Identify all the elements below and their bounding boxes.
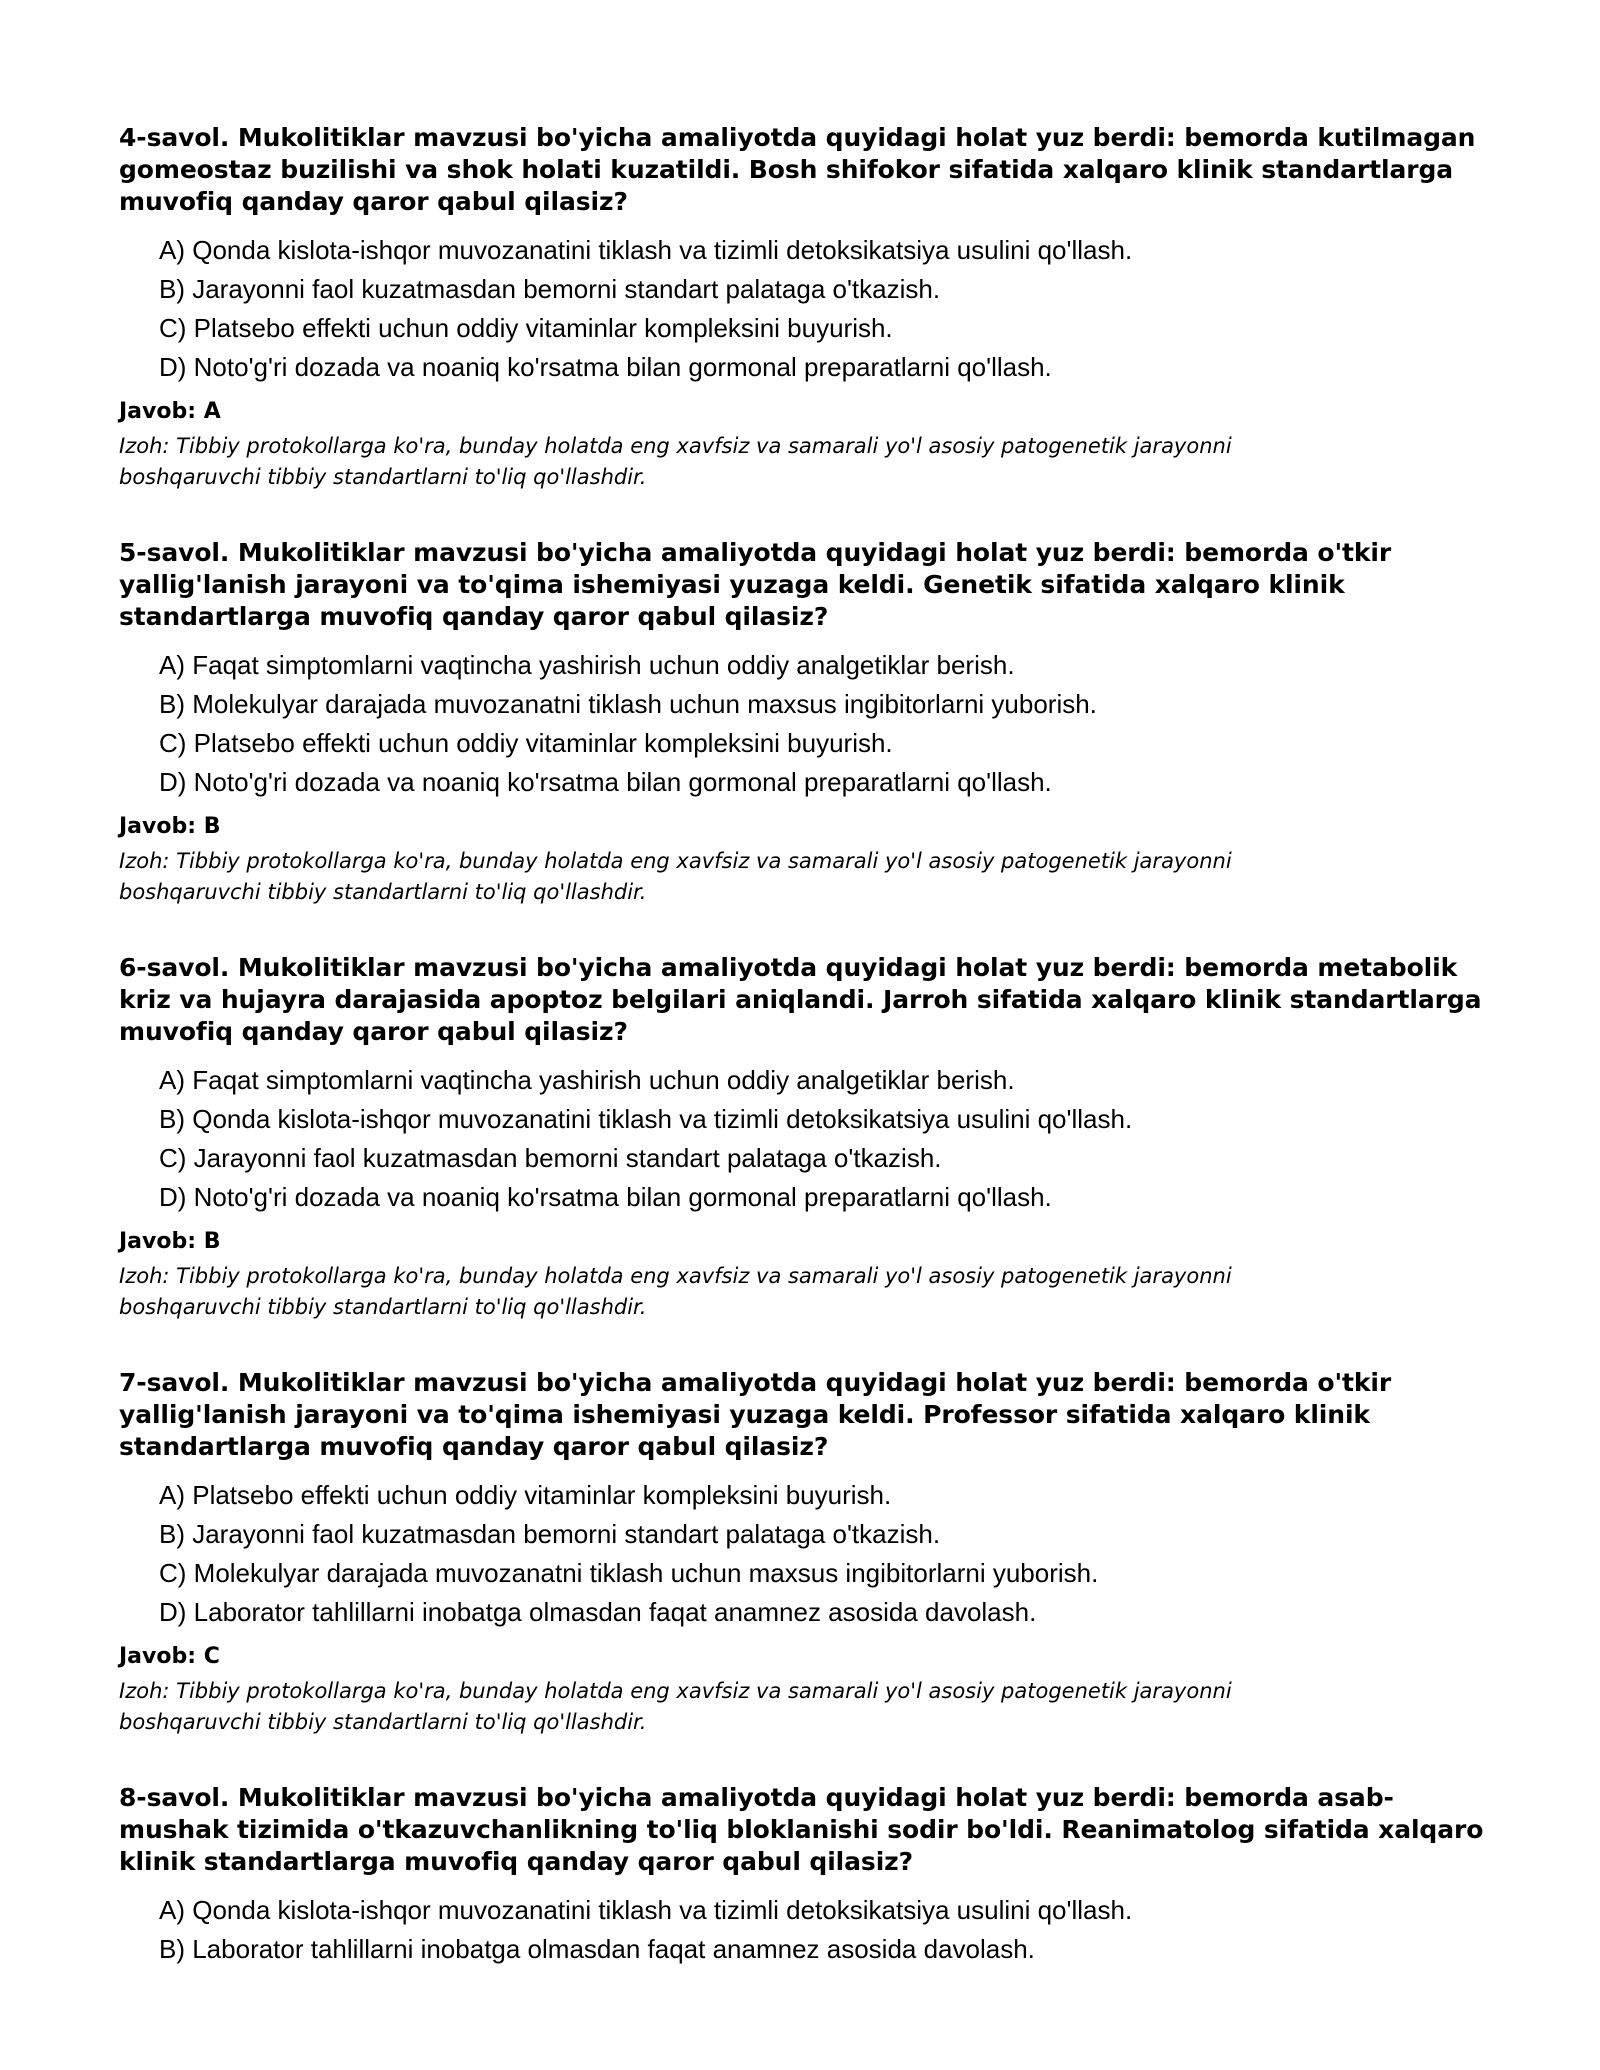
answer-label: Javob: A <box>119 399 221 424</box>
option-c: C) Molekulyar darajada muvozanatni tiklash uchun maxsus ingibitorlarni yuborish. <box>159 1558 1099 1588</box>
question-text: 6-savol. Mukolitiklar mavzusi bo'yicha amaliyotda quyidagi holat yuz berdi: bemorda metabolik kriz va hujayra darajasida apoptoz belgilari aniqlandi. Jarroh sifatida xalqaro klinik standartlarga muvofiq qanday qaror qabul qilasiz? <box>119 953 1482 1046</box>
option-b: B) Laborator tahlillarni inobatga olmasdan faqat anamnez asosida davolash. <box>159 1934 1035 1964</box>
option-b: B) Molekulyar darajada muvozanatni tiklash uchun maxsus ingibitorlarni yuborish. <box>159 689 1097 719</box>
question-block <box>119 122 1489 493</box>
answer-options <box>119 231 1489 387</box>
answer-label: Javob: B <box>119 814 221 839</box>
question-block <box>119 952 1489 1323</box>
answer-label: Javob: B <box>119 1229 221 1254</box>
answer-label: Javob: C <box>119 1644 220 1669</box>
question-block <box>119 1782 1489 1969</box>
option-a: A) Platsebo effekti uchun oddiy vitaminlar kompleksini buyurish. <box>159 1480 892 1510</box>
explanation-text: Izoh: Tibbiy protokollarga ko'ra, bunday holatda eng xavfsiz va samarali yo'l asosiy patogenetik jarayonni boshqaruvchi tibbiy standartlarni to'liq qo'llashdir. <box>119 434 1232 489</box>
explanation-text: Izoh: Tibbiy protokollarga ko'ra, bunday holatda eng xavfsiz va samarali yo'l asosiy patogenetik jarayonni boshqaruvchi tibbiy standartlarni to'liq qo'llashdir. <box>119 1264 1232 1319</box>
answer-options <box>119 1061 1489 1217</box>
option-d: D) Noto'g'ri dozada va noaniq ko'rsatma bilan gormonal preparatlarni qo'llash. <box>159 352 1052 382</box>
answer-options <box>119 1476 1489 1632</box>
question-text: 7-savol. Mukolitiklar mavzusi bo'yicha amaliyotda quyidagi holat yuz berdi: bemorda o'tkir yallig'lanish jarayoni va to'qima ishemiyasi yuzaga keldi. Professor sifatida xalqaro klinik standartlarga muvofiq qanday qaror qabul qilasiz? <box>119 1368 1392 1461</box>
answer-options <box>119 1891 1489 1969</box>
option-d: D) Noto'g'ri dozada va noaniq ko'rsatma bilan gormonal preparatlarni qo'llash. <box>159 767 1052 797</box>
document-page <box>119 122 1489 2013</box>
question-block <box>119 537 1489 908</box>
option-d: D) Laborator tahlillarni inobatga olmasdan faqat anamnez asosida davolash. <box>159 1597 1037 1627</box>
question-text: 8-savol. Mukolitiklar mavzusi bo'yicha amaliyotda quyidagi holat yuz berdi: bemorda asab-mushak tizimida o'tkazuvchanlikning to'liq bloklanishi sodir bo'ldi. Reanimatolog sifatida xalqaro klinik standartlarga muvofiq qanday qaror qabul qilasiz? <box>119 1783 1484 1876</box>
option-b: B) Jarayonni faol kuzatmasdan bemorni standart palataga o'tkazish. <box>159 274 941 304</box>
option-d: D) Noto'g'ri dozada va noaniq ko'rsatma bilan gormonal preparatlarni qo'llash. <box>159 1182 1052 1212</box>
option-b: B) Jarayonni faol kuzatmasdan bemorni standart palataga o'tkazish. <box>159 1519 941 1549</box>
option-b: B) Qonda kislota-ishqor muvozanatini tiklash va tizimli detoksikatsiya usulini qo'llash. <box>159 1104 1133 1134</box>
question-text: 4-savol. Mukolitiklar mavzusi bo'yicha amaliyotda quyidagi holat yuz berdi: bemorda kutilmagan gomeostaz buzilishi va shok holati kuzatildi. Bosh shifokor sifatida xalqaro klinik standartlarga muvofiq qanday qaror qabul qilasiz? <box>119 123 1476 216</box>
option-a: A) Qonda kislota-ishqor muvozanatini tiklash va tizimli detoksikatsiya usulini qo'llash. <box>159 1895 1133 1925</box>
question-block <box>119 1367 1489 1738</box>
option-c: C) Platsebo effekti uchun oddiy vitaminlar kompleksini buyurish. <box>159 728 893 758</box>
explanation-text: Izoh: Tibbiy protokollarga ko'ra, bunday holatda eng xavfsiz va samarali yo'l asosiy patogenetik jarayonni boshqaruvchi tibbiy standartlarni to'liq qo'llashdir. <box>119 1679 1232 1734</box>
answer-options <box>119 646 1489 802</box>
explanation-text: Izoh: Tibbiy protokollarga ko'ra, bunday holatda eng xavfsiz va samarali yo'l asosiy patogenetik jarayonni boshqaruvchi tibbiy standartlarni to'liq qo'llashdir. <box>119 849 1232 904</box>
option-a: A) Qonda kislota-ishqor muvozanatini tiklash va tizimli detoksikatsiya usulini qo'llash. <box>159 235 1133 265</box>
option-a: A) Faqat simptomlarni vaqtincha yashirish uchun oddiy analgetiklar berish. <box>159 1065 1015 1095</box>
option-a: A) Faqat simptomlarni vaqtincha yashirish uchun oddiy analgetiklar berish. <box>159 650 1015 680</box>
option-c: C) Jarayonni faol kuzatmasdan bemorni standart palataga o'tkazish. <box>159 1143 942 1173</box>
option-c: C) Platsebo effekti uchun oddiy vitaminlar kompleksini buyurish. <box>159 313 893 343</box>
question-text: 5-savol. Mukolitiklar mavzusi bo'yicha amaliyotda quyidagi holat yuz berdi: bemorda o'tkir yallig'lanish jarayoni va to'qima ishemiyasi yuzaga keldi. Genetik sifatida xalqaro klinik standartlarga muvofiq qanday qaror qabul qilasiz? <box>119 538 1392 631</box>
